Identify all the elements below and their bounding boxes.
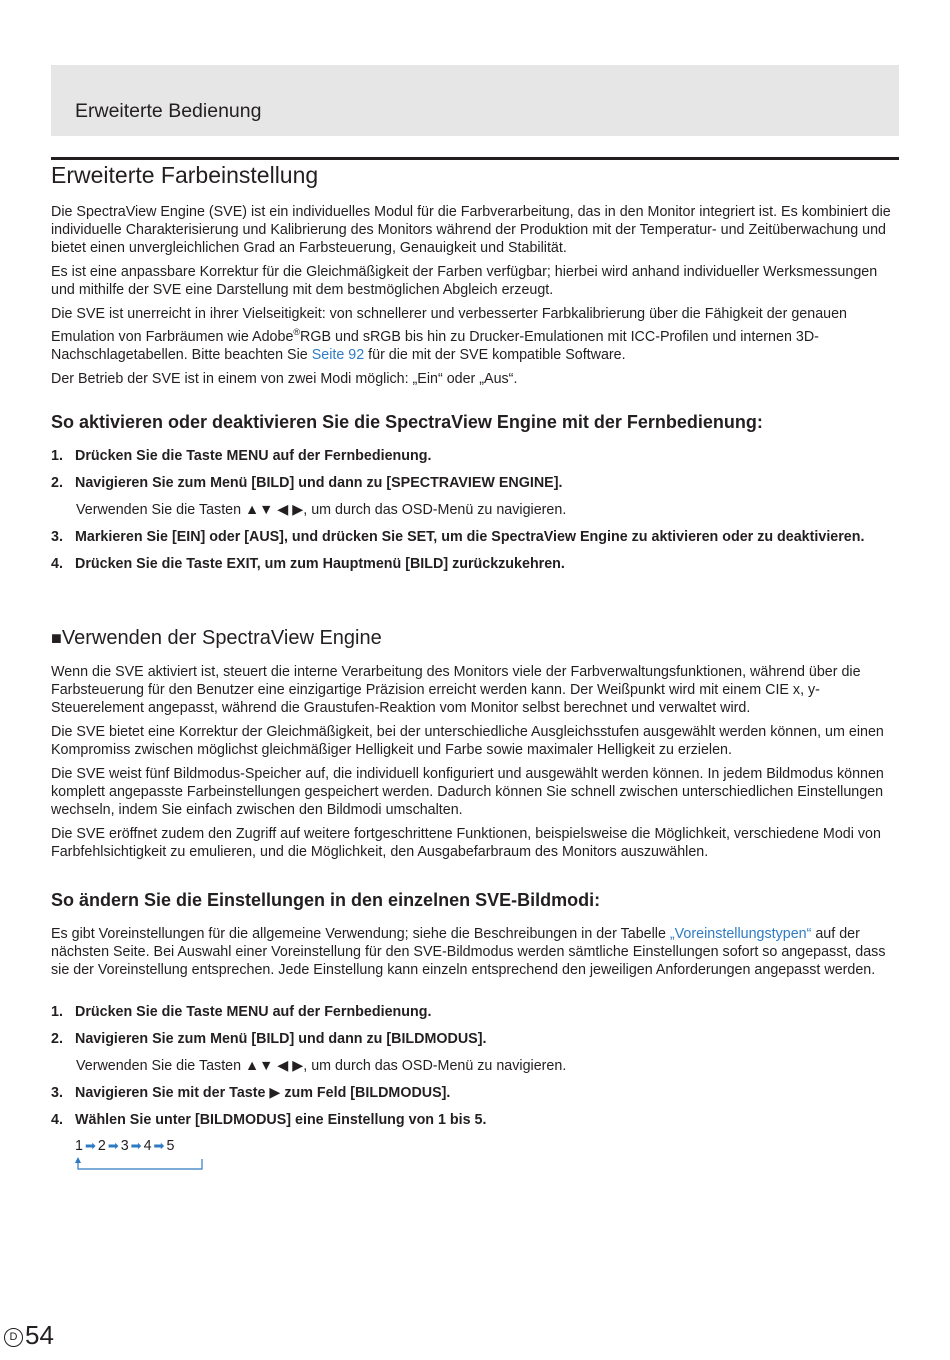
change-steps-container — [51, 1003, 901, 1138]
arrow-right-icon: ➡ — [130, 1138, 142, 1153]
use-heading — [51, 626, 901, 650]
intro-p3-text-c: für die mit der SVE kompatible Software. — [364, 346, 626, 363]
loop-back-arrow-icon — [75, 1156, 207, 1172]
activate-section — [51, 411, 901, 433]
arrow-right-icon: ➡ — [84, 1138, 96, 1153]
mode-cycle-diagram — [75, 1138, 215, 1174]
step-number: 4. — [51, 1112, 63, 1128]
page-number: 54 — [25, 1320, 54, 1350]
step-number: 2. — [51, 475, 63, 491]
step-text: Wählen Sie unter [BILDMODUS] eine Einstellung von 1 bis 5. — [75, 1112, 487, 1128]
arrow-right-icon: ➡ — [107, 1138, 119, 1153]
change-step-1 — [51, 1003, 901, 1021]
activate-step-4 — [51, 555, 901, 573]
activate-step-1 — [51, 447, 901, 465]
change-paragraph-1 — [51, 925, 901, 979]
intro-p3-text-b: RGB und sRGB bis hin zu Drucker-Emulationen mit ICC-Profilen und internen 3D-Nachschlagetabellen. Bitte beachten Sie — [51, 328, 819, 363]
step-number: 1. — [51, 448, 63, 464]
intro-paragraph-4: Der Betrieb der SVE ist in einem von zwei Modi möglich: „Ein“ oder „Aus“. — [51, 370, 518, 387]
intro-p3-text-a: Die SVE ist unerreicht in ihrer Vielseitigkeit: von schnellerer und verbesserter Farbkalibrierung über die Fähigkeit der genauen Emulation von Farbräumen wie Adobe — [51, 306, 848, 345]
change-steps — [51, 1003, 901, 1129]
chapter-header — [51, 65, 899, 136]
change-step-3 — [51, 1084, 901, 1102]
activate-step-3 — [51, 528, 901, 546]
intro-paragraph-1: Die SpectraView Engine (SVE) ist ein individuelles Modul für die Farbverarbeitung, das in den Monitor integriert ist. Es kombiniert die individuelle Charakterisierung und Kalibrierung des Monitors während der Produktion mit der Temperatur- und Zeitüberwachung und bietet einen unvergleichlichen Grad an Farbsteuerung, Genauigkeit und Stabilität. — [51, 204, 891, 256]
step-text: Drücken Sie die Taste MENU auf der Fernbedienung. — [75, 448, 432, 464]
voreinstellungstypen-link[interactable]: „Voreinstellungstypen“ — [669, 926, 812, 942]
step-text: Drücken Sie die Taste MENU auf der Fernbedienung. — [75, 1004, 432, 1020]
activate-steps-container — [51, 447, 901, 582]
use-paragraph-3: Die SVE weist fünf Bildmodus-Speicher auf, die individuell konfiguriert und ausgewählt werden können. In jedem Bildmodus können komplett angepasste Farbeinstellungen gespeichert werden. Dadurch können Sie schnell zwischen unterschiedlichen Einstellungen wechseln, indem Sie einfach zwischen den Bildmodi umschalten. — [51, 766, 884, 818]
change-section — [51, 925, 901, 985]
step-text: Navigieren Sie zum Menü [BILD] und dann zu [SPECTRAVIEW ENGINE]. — [75, 475, 563, 491]
change-p1-text-a: Es gibt Voreinstellungen für die allgemeine Verwendung; siehe die Beschreibungen in der Tabelle — [51, 926, 670, 942]
change-step-2 — [51, 1030, 901, 1075]
use-paragraph-1: Wenn die SVE aktiviert ist, steuert die interne Verarbeitung des Monitors viele der Farbverwaltungsfunktionen, während über die Farbsteuerung für den Benutzer eine einzigartige Präzision erreicht werden kann. Der Weißpunkt wird mit einem CIE x, y-Steuerelement angepasst, während die Graustufen-Reaktion vom Monitor selbst berechnet und verwaltet wird. — [51, 664, 861, 716]
step-text: Navigieren Sie zum Menü [BILD] und dann zu [BILDMODUS]. — [75, 1031, 487, 1047]
step-number: 3. — [51, 1085, 63, 1101]
change-step-4 — [51, 1111, 901, 1129]
region-mark-icon: D — [4, 1328, 23, 1347]
step-number: 2. — [51, 1031, 63, 1047]
step-note: Verwenden Sie die Tasten ▲▼ ◀ ▶, um durch das OSD-Menü zu navigieren. — [76, 1058, 567, 1074]
page-92-link[interactable]: Seite 92 — [311, 346, 365, 363]
page-footer — [4, 1320, 54, 1351]
mode-number: 5 — [166, 1138, 175, 1154]
step-number: 1. — [51, 1004, 63, 1020]
activate-step-2 — [51, 474, 901, 519]
mode-number: 4 — [143, 1138, 152, 1154]
use-paragraph-4: Die SVE eröffnet zudem den Zugriff auf weitere fortgeschrittene Funktionen, beispielsweise die Möglichkeit, verschiedene Modi von Farbfehlsichtigkeit zu emulieren, und die Möglichkeit, den Ausgabefarbraum des Monitors auszuwählen. — [51, 826, 881, 860]
activate-heading: So aktivieren oder deaktivieren Sie die SpectraView Engine mit der Fernbedienung: — [51, 412, 763, 432]
intro-paragraph-3 — [51, 305, 901, 364]
step-text: Markieren Sie [EIN] oder [AUS], und drücken Sie SET, um die SpectraView Engine zu aktivieren oder zu deaktivieren. — [75, 529, 865, 545]
registered-mark: ® — [293, 327, 301, 337]
activate-steps — [51, 447, 901, 573]
intro-paragraph-2: Es ist eine anpassbare Korrektur für die Gleichmäßigkeit der Farben verfügbar; hierbei wird anhand individueller Werksmessungen und mithilfe der SVE eine Darstellung mit dem bestmöglichen Abgleich erzeugt. — [51, 264, 878, 298]
step-number: 4. — [51, 556, 63, 572]
step-note: Verwenden Sie die Tasten ▲▼ ◀ ▶, um durch das OSD-Menü zu navigieren. — [76, 502, 567, 518]
mode-number: 1 — [75, 1138, 83, 1154]
use-paragraph-2: Die SVE bietet eine Korrektur der Gleichmäßigkeit, bei der unterschiedliche Ausgleichsstufen ausgewählt werden können, um einen Kompromiss zwischen möglichst gleichmäßiger Helligkeit und Farbe sowie maximaler Helligkeit zu erzielen. — [51, 724, 884, 758]
mode-cycle-sequence — [75, 1138, 174, 1154]
chapter-title: Erweiterte Bedienung — [75, 100, 262, 122]
arrow-right-icon: ➡ — [153, 1138, 165, 1153]
change-heading: So ändern Sie die Einstellungen in den einzelnen SVE-Bildmodi: — [51, 890, 601, 910]
change-p1-text-b: auf der nächsten Seite. Bei Auswahl einer Voreinstellung für den SVE-Bildmodus werden sämtliche Einstellungen sofort so angepasst, dass sie der Voreinstellung entsprechen. Jede Einstellung kann einzeln entsprechend den jeweiligen Anforderungen angepasst werden. — [51, 926, 886, 978]
page-title: Erweiterte Farbeinstellung — [51, 157, 899, 189]
step-text: Drücken Sie die Taste EXIT, um zum Hauptmenü [BILD] zurückzukehren. — [75, 556, 565, 572]
use-heading-text: Verwenden der SpectraView Engine — [61, 627, 382, 649]
use-section-heading-wrap — [51, 626, 901, 650]
intro-section — [51, 203, 901, 394]
mode-number: 3 — [120, 1138, 129, 1154]
mode-number: 2 — [97, 1138, 106, 1154]
change-section-heading-wrap — [51, 889, 901, 911]
use-section — [51, 663, 901, 867]
step-text: Navigieren Sie mit der Taste ▶ zum Feld [BILDMODUS]. — [75, 1085, 451, 1101]
step-number: 3. — [51, 529, 63, 545]
square-bullet-icon: ■ — [51, 628, 62, 648]
